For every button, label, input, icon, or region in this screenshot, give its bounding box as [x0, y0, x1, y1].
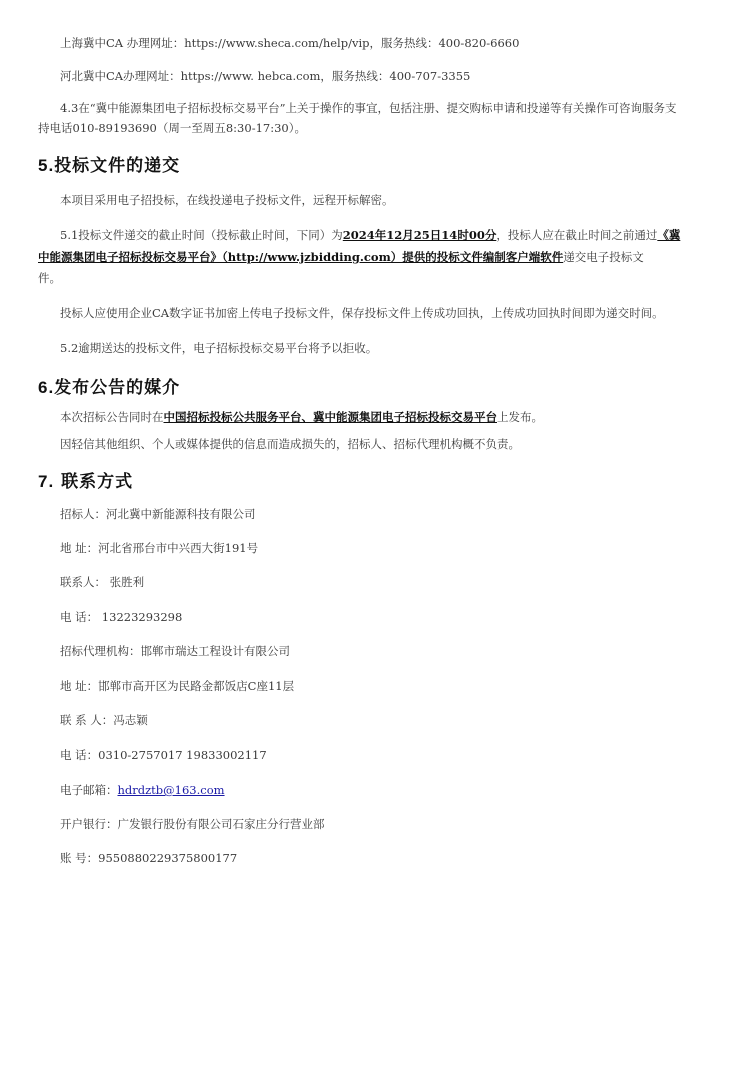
account-number: 账 号：9550880229375800177	[60, 851, 238, 865]
item-5-1-prefix: 5.1投标文件递交的截止时间（投标截止时间，下同）为	[60, 228, 343, 242]
platform-link-start: 《冀	[657, 228, 681, 242]
tenderer-phone: 电 话： 13223293298	[60, 610, 183, 624]
agency-phone: 电 话：0310-2757017 19833002117	[60, 748, 267, 762]
section-6-heading	[38, 373, 180, 398]
section-7-heading	[38, 467, 133, 492]
item-5-1-suffix: 递交电子投标文	[563, 250, 644, 264]
section-7-number: 7.	[38, 472, 55, 491]
item-5-1-line2	[38, 247, 688, 267]
item-5-1	[60, 225, 710, 245]
item-5-2: 5.2逾期送达的投标文件，电子招标投标交易平台将予以拒收。	[60, 341, 378, 355]
email-label: 电子邮箱：	[60, 783, 118, 797]
item-5-1-tail: 件。	[38, 271, 61, 285]
email-row	[60, 780, 710, 800]
agency-address: 地 址：邯郸市高开区为民路金都饭店C座11层	[60, 679, 295, 693]
section-5-title: 投标文件的递交	[54, 156, 181, 176]
item-4-3	[60, 98, 710, 118]
platform-link[interactable]: 中能源集团电子招标投标交易平台》（http://www.jzbidding.com）提供的投标文件编制客户端软件	[38, 250, 564, 264]
hebei-ca-info: 河北冀中CA办理网址：https://www. hebca.com，服务热线：400-707-3355	[60, 69, 471, 83]
item-4-3-line2: 持电话010-89193690（周一至周五8:30-17:30）。	[38, 121, 306, 135]
section-7-title: 联系方式	[54, 472, 134, 492]
tenderer-contact: 联系人： 张胜利	[60, 575, 145, 589]
shanghai-ca-info: 上海冀中CA 办理网址：https://www.sheca.com/help/vip，服务热线：400-820-6660	[60, 36, 520, 50]
media-platforms: 中国招标投标公共服务平台、冀中能源集团电子招标投标交易平台	[163, 410, 497, 424]
section-6-title: 发布公告的媒介	[54, 378, 181, 398]
section-5-heading	[38, 151, 180, 176]
media-prefix: 本次招标公告同时在	[60, 410, 164, 424]
agency-contact: 联 系 人：冯志颖	[60, 713, 148, 727]
media-suffix: 上发布。	[497, 410, 543, 424]
tenderer: 招标人：河北冀中新能源科技有限公司	[60, 507, 256, 521]
section-6-disclaimer: 因轻信其他组织、个人或媒体提供的信息而造成损失的，招标人、招标代理机构概不负责。	[60, 437, 520, 451]
tenderer-address: 地 址：河北省邢台市中兴西大街191号	[60, 541, 259, 555]
section-6-number: 6.	[38, 378, 55, 397]
agency: 招标代理机构：邯郸市瑞达工程设计有限公司	[60, 644, 290, 658]
ca-upload-note: 投标人应使用企业CA数字证书加密上传电子投标文件，保存投标文件上传成功回执，上传成功回执时间即为递交时间。	[60, 306, 664, 320]
item-4-3-line1: 4.3在“冀中能源集团电子招标投标交易平台”上关于操作的事宜，包括注册、提交购标申请和投递等有关操作可咨询服务支	[60, 101, 677, 115]
item-4-3-continued	[38, 118, 688, 138]
item-5-1-middle: ，投标人应在截止时间之前通过	[496, 228, 658, 242]
section-5-number: 5.	[38, 156, 55, 175]
email-link[interactable]: hdrdztb@163.com	[117, 783, 225, 797]
bank: 开户银行：广发银行股份有限公司石家庄分行营业部	[60, 817, 325, 831]
section-6-line1	[60, 407, 710, 427]
deadline-date: 2024年12月25日14时00分	[342, 228, 497, 242]
section-5-intro: 本项目采用电子招投标，在线投递电子投标文件，远程开标解密。	[60, 193, 394, 207]
